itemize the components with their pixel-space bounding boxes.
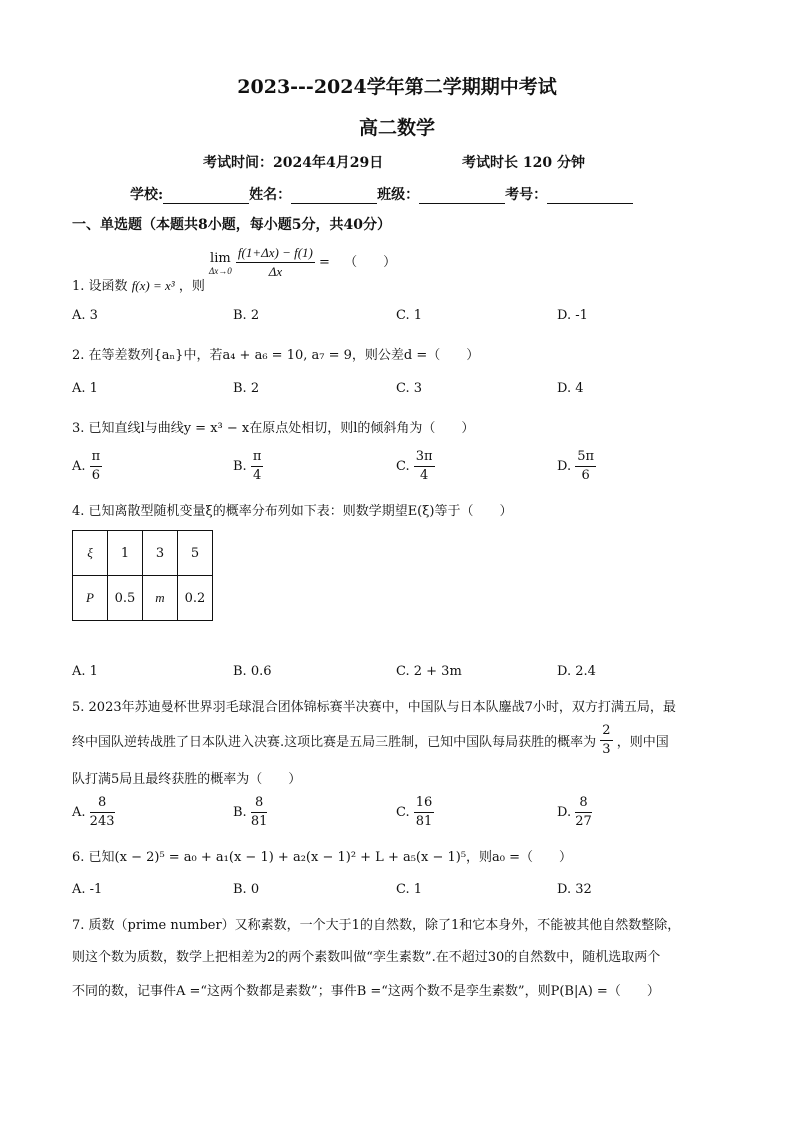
q2-option-d[interactable]: D. 4	[557, 381, 584, 396]
name-field[interactable]	[291, 187, 377, 204]
q3-option-d[interactable]: D. $\frac{5\pi}{6}$	[557, 449, 595, 483]
table-row	[73, 531, 213, 576]
q5-option-b[interactable]: B. $\frac{8}{81}$	[233, 795, 268, 829]
question-7-line-1: 7. 质数（prime number）又称素数，一个大于1的自然数，除了1和它本身外，不能被其他自然数整除，	[72, 918, 681, 933]
exam-subtitle: 高二数学	[358, 117, 435, 139]
q3-option-c[interactable]: C. $\frac{3\pi}{4}$	[396, 449, 433, 483]
school-field[interactable]	[163, 187, 249, 204]
q2-option-c[interactable]: C. 3	[396, 381, 423, 396]
exam-time: 考试时间：2024年4月29日	[203, 155, 384, 171]
q4-option-d[interactable]: D. 2.4	[557, 664, 596, 679]
section-heading: 一、单选题（本题共8小题，每小题5分，共40分）	[72, 217, 391, 233]
q1-option-b[interactable]: B. 2	[233, 308, 260, 323]
q4-option-b[interactable]: B. 0.6	[233, 664, 272, 679]
table-cell: P	[73, 576, 108, 621]
table-cell: 1	[108, 531, 143, 576]
q1-option-c[interactable]: C. 1	[396, 308, 423, 323]
table-row	[73, 576, 213, 621]
question-4: 4. 已知离散型随机变量ξ的概率分布列如下表：则数学期望E(ξ)等于（ ）	[72, 504, 513, 519]
limit-operator: lim Δx→0	[208, 250, 232, 276]
student-info-row	[130, 184, 633, 204]
question-5-line-3: 队打满5局且最终获胜的概率为（ ）	[72, 772, 302, 787]
q6-option-c[interactable]: C. 1	[396, 882, 423, 897]
q5-option-d[interactable]: D. $\frac{8}{27}$	[557, 795, 592, 829]
q5-option-a[interactable]: A. $\frac{8}{243}$	[72, 795, 115, 829]
table-cell: m	[143, 576, 178, 621]
limit-fraction: $\frac{f(1+\Delta x) - f(1)}{\Delta x}$	[237, 245, 313, 279]
class-label: 班级：	[377, 187, 420, 203]
question-3: 3. 已知直线l与曲线y = x³ − x在原点处相切，则l的倾斜角为（ ）	[72, 421, 475, 436]
q3-option-b[interactable]: B. $\frac{\pi}{4}$	[233, 449, 262, 483]
q2-option-a[interactable]: A. 1	[72, 381, 98, 396]
q1-option-a[interactable]: A. 3	[72, 308, 98, 323]
q6-option-d[interactable]: D. 32	[557, 882, 592, 897]
id-label: 考号：	[505, 187, 548, 203]
class-field[interactable]	[419, 187, 505, 204]
q3-option-a[interactable]: A. $\frac{\pi}{6}$	[72, 449, 101, 483]
question-1: 1. 设函数 f(x) = x³ ，则 lim Δx→0 $\frac{f(1+\Delta x) - f(1)}{\Delta x}$ = （ ）	[72, 245, 397, 294]
table-cell: 0.2	[178, 576, 213, 621]
table-cell: 5	[178, 531, 213, 576]
q6-option-a[interactable]: A. -1	[72, 882, 103, 897]
exam-duration: 考试时长 120 分钟	[462, 155, 585, 171]
id-field[interactable]	[547, 187, 633, 204]
question-7-line-2: 则这个数为质数，数学上把相差为2的两个素数叫做“孪生素数”.在不超过30的自然数中，随机选取两个	[72, 950, 661, 965]
school-label: 学校:	[130, 187, 164, 203]
table-cell: ξ	[73, 531, 108, 576]
probability-fraction: $\frac{2}{3}$	[602, 723, 611, 757]
q6-option-b[interactable]: B. 0	[233, 882, 260, 897]
q2-option-b[interactable]: B. 2	[233, 381, 260, 396]
q4-option-a[interactable]: A. 1	[72, 664, 98, 679]
exam-title: 2023---2024学年第二学期期中考试	[237, 76, 557, 98]
table-cell: 3	[143, 531, 178, 576]
q1-option-d[interactable]: D. -1	[557, 308, 588, 323]
question-7-line-3: 不同的数，记事件A =“这两个数都是素数”；事件B =“这两个数不是孪生素数”，则P(B|A) =（ ）	[72, 984, 660, 999]
question-2: 2. 在等差数列{aₙ}中，若a₄ + a₆ = 10, a₇ = 9，则公差d =（ ）	[72, 348, 480, 363]
question-5-line-1: 5. 2023年苏迪曼杯世界羽毛球混合团体锦标赛半决赛中，中国队与日本队鏖战7小时，双方打满五局，最	[72, 700, 676, 715]
q4-option-c[interactable]: C. 2 + 3m	[396, 664, 462, 679]
table-cell: 0.5	[108, 576, 143, 621]
distribution-table	[72, 530, 213, 621]
question-6: 6. 已知(x − 2)⁵ = a₀ + a₁(x − 1) + a₂(x − 1)² + L + a₅(x − 1)⁵，则a₀ =（ ）	[72, 850, 573, 865]
name-label: 姓名：	[249, 187, 292, 203]
question-5-line-2: 终中国队逆转战胜了日本队进入决赛.这项比赛是五局三胜制，已知中国队每局获胜的概率为 $\frac{2}{3}$ ，则中国	[72, 723, 669, 757]
q5-option-c[interactable]: C. $\frac{16}{81}$	[396, 795, 433, 829]
